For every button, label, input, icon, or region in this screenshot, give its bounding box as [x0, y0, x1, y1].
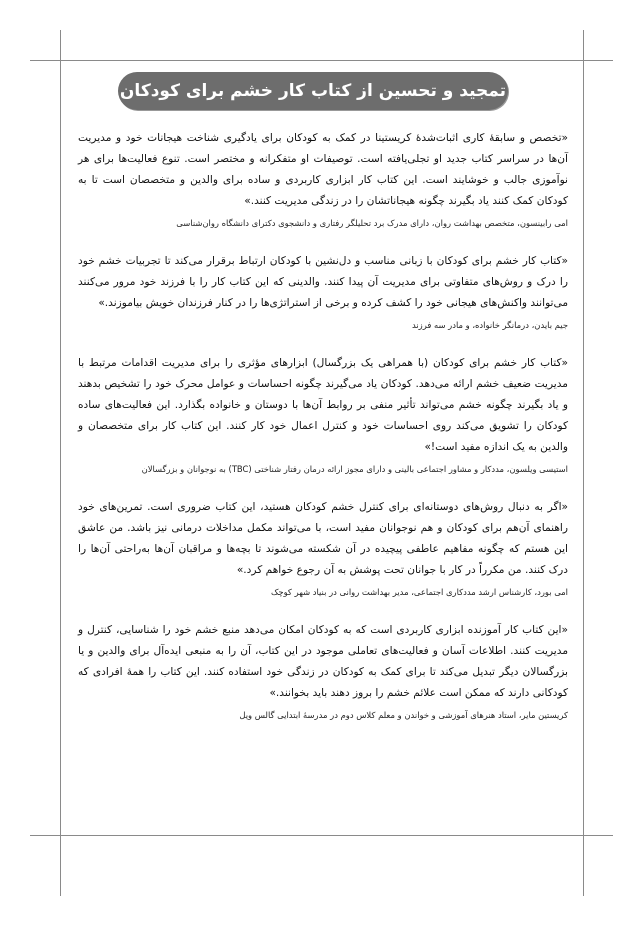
testimonial-attribution: امی رابینسون، متخصص بهداشت روان، دارای مدرک برد تحلیلگر رفتاری و دانشجوی دکترای دانشگاه روان‌شناسی — [176, 218, 568, 228]
testimonial — [78, 353, 568, 476]
testimonials-list — [78, 128, 568, 743]
testimonial — [78, 620, 568, 722]
testimonial — [78, 128, 568, 230]
testimonial-quote: «تخصص و سابقهٔ کاری اثبات‌شدهٔ کریستینا در کمک به کودکان برای یادگیری شناخت هیجانات خود و مدیریت آن‌ها در سراسر کتاب جدید او تجلی‌یافته است. توصیفات او متفکرانه و مختصر است. تنوع فعالیت‌ها برای هر نوآموزی جالب و خوشایند است. این کتاب کار ابزاری کاربردی و ساده برای والدین و متخصصان است تا به کودکان کمک کنند یاد بگیرند چگونه هیجاناتشان را در زندگی مدیریت کنند.» — [78, 132, 568, 207]
testimonial — [78, 497, 568, 599]
testimonial-quote: «اگر به دنبال روش‌های دوستانه‌ای برای کنترل خشم کودکان هستید، این کتاب ضروری است. تمرین‌های خود راهنمای آن‌هم برای کودکان و هم نوجوانان مفید است، با می‌تواند مکمل مداخلات درمانی نیز باشد. من عاشق این هستم که چگونه مفاهیم عاطفی پیچیده در آن شکسته می‌شوند تا بچه‌ها و مراقبان آن‌ها به‌راحتی آن‌ها را درک کنند. من مکرراً در کار با جوانان تحت پوشش به آن رجوع خواهم کرد.» — [78, 501, 568, 576]
testimonial-attribution: جیم بایدن، درمانگر خانواده، و مادر سه فرزند — [411, 320, 568, 330]
right-rule — [583, 30, 584, 896]
testimonial-quote: «کتاب کار خشم برای کودکان با زبانی مناسب و دل‌نشین با کودکان ارتباط برقرار می‌کند تا تجربیات خشم خود را درک و روش‌های متفاوتی برای مدیریت آن پیدا کنند. والدینی که این کتاب کار را با فرزند خود مرور می‌کنند می‌توانند واکنش‌های هیجانی خود را کشف کرده و برخی از استراتژی‌ها را در کنار فرزندان خویش بیاموزند.» — [78, 255, 568, 309]
testimonial-attribution: امی بورد، کارشناس ارشد مددکاری اجتماعی، مدیر بهداشت روانی در بنیاد شهر کوچک — [270, 587, 568, 597]
bottom-rule — [30, 835, 613, 836]
left-rule — [60, 30, 61, 896]
testimonial-attribution: استیسی ویلسون، مددکار و مشاور اجتماعی بالینی و دارای مجوز ارائه درمان رفتار شناختی (TBC) به نوجوانان و بزرگسالان — [141, 464, 568, 474]
testimonial — [78, 251, 568, 332]
top-rule — [30, 60, 613, 61]
page-title: تمجید و تحسین از کتاب کار خشم برای کودکان — [118, 72, 508, 110]
testimonial-quote: «این کتاب کار آموزنده ابزاری کاربردی است که به کودکان امکان می‌دهد منبع خشم خود را شناسایی، کنترل و مدیریت کنند. اطلاعات آسان و فعالیت‌های تعاملی موجود در این کتاب، آن را به منبعی ایده‌آل برای والدین و یا بزرگسالان دیگر تبدیل می‌کند تا برای کمک به کودکان در زندگی خود استفاده کنند. این کتاب را همهٔ افرادی که کودکانی دارند که ممکن است علائم خشم را بروز دهند باید بخوانند.» — [78, 624, 568, 699]
testimonial-attribution: کریستین مایر، استاد هنرهای آموزشی و خواندن و معلم کلاس دوم در مدرسهٔ ابتدایی گالس ویل — [239, 710, 568, 720]
testimonial-quote: «کتاب کار خشم برای کودکان (با همراهی یک بزرگسال) ابزارهای مؤثری را برای مدیریت اقدامات مرتبط با مدیریت ضعیف خشم ارائه می‌دهد. کودکان یاد می‌گیرند چگونه احساسات و عوامل محرک خود را تشخیص بدهند و یاد بگیرند چگونه خشم می‌تواند تأثیر منفی بر روابط آن‌ها با دوستان و خانواده بگذارد. این فعالیت‌های ساده کودکان را تشویق می‌کند روی احساسات خود و کنترل اعمال خود کار کنند. این کتاب کار برای متخصصان و والدین به یک اندازه مفید است!» — [78, 357, 568, 453]
